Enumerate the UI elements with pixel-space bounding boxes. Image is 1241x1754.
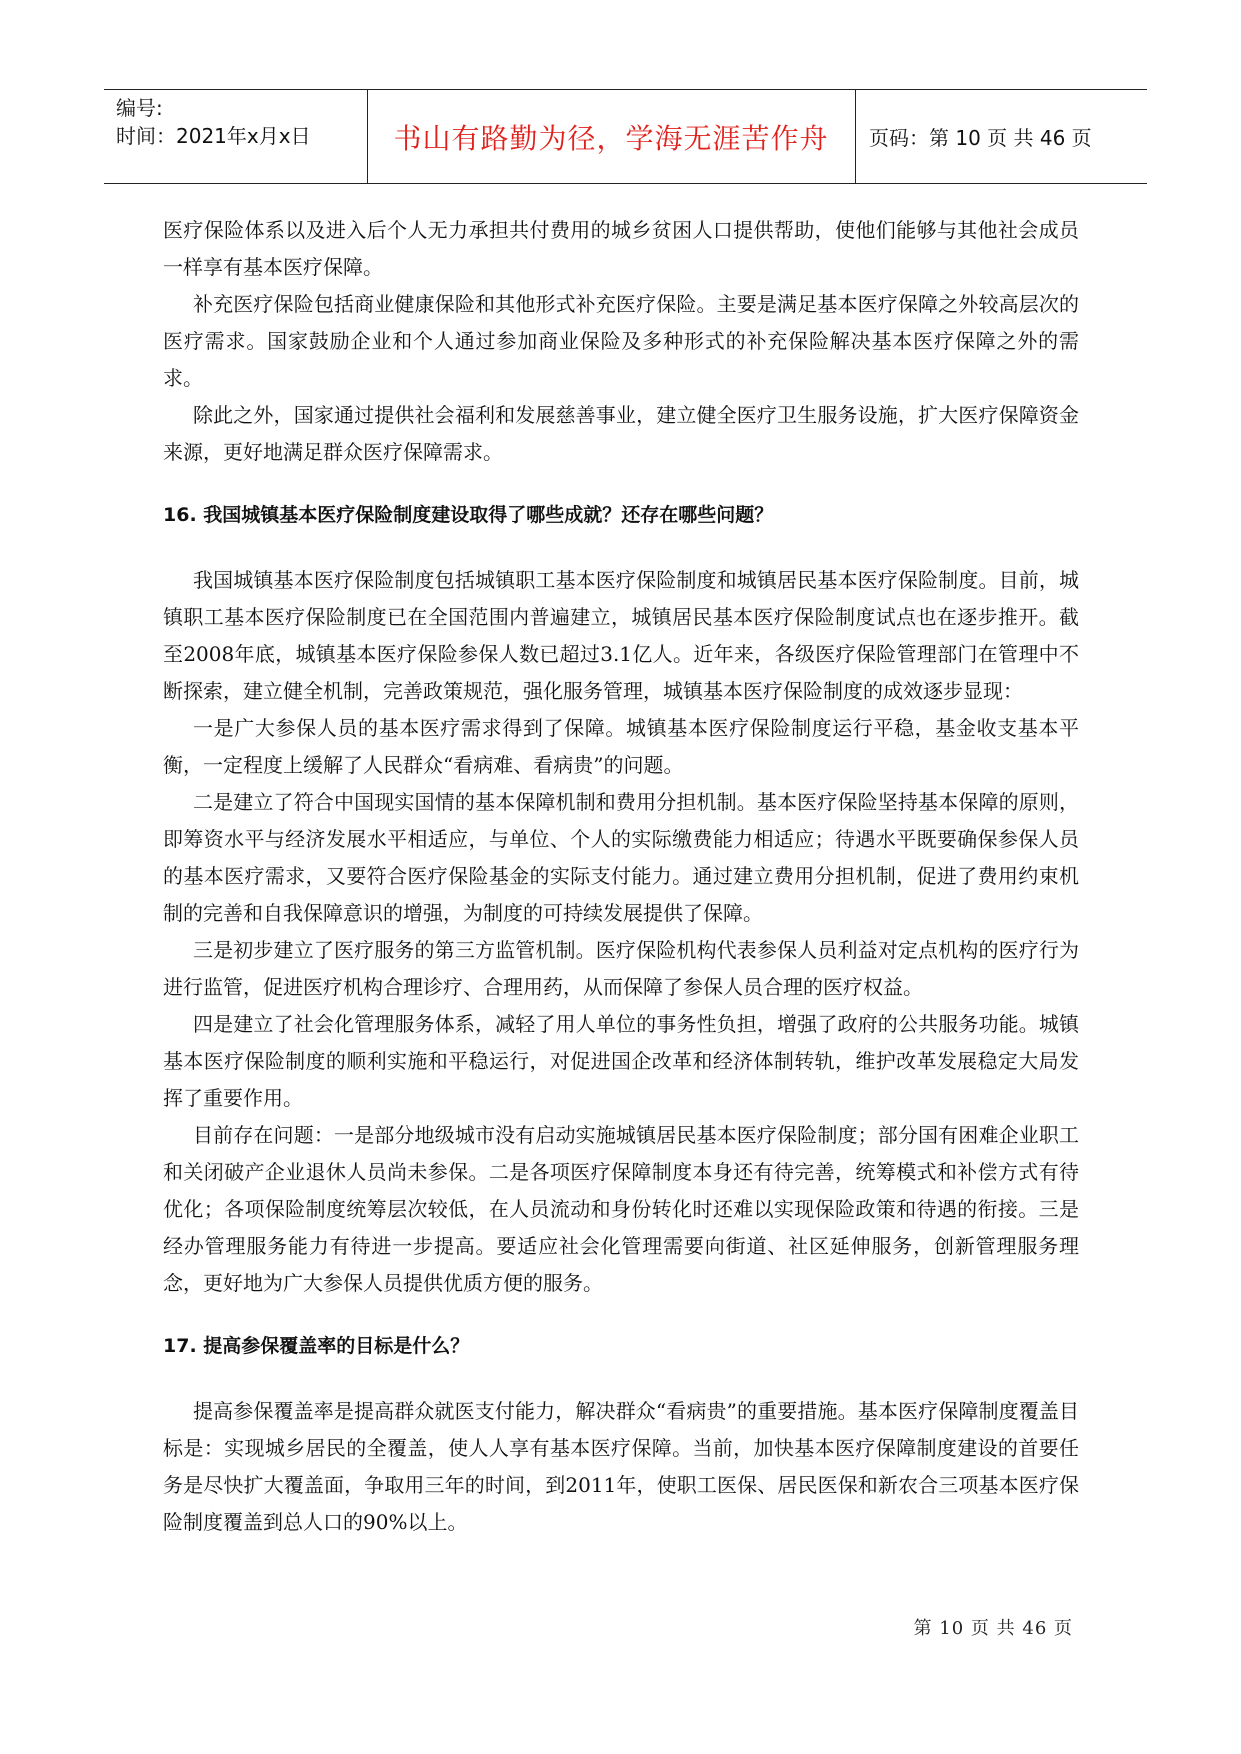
paragraph: 除此之外，国家通过提供社会福利和发展慈善事业，建立健全医疗卫生服务设施，扩大医疗保障资金来源，更好地满足群众医疗保障需求。 <box>163 403 1079 464</box>
paragraph: 补充医疗保险包括商业健康保险和其他形式补充医疗保险。主要是满足基本医疗保障之外较高层次的医疗需求。国家鼓励企业和个人通过参加商业保险及多种形式的补充保险解决基本医疗保障之外的需求。 <box>163 292 1079 390</box>
paragraph: 二是建立了符合中国现实国情的基本保障机制和费用分担机制。基本医疗保险坚持基本保障的原则，即筹资水平与经济发展水平相适应，与单位、个人的实际缴费能力相适应；待遇水平既要确保参保人员的基本医疗需求，又要符合医疗保险基金的实际支付能力。通过建立费用分担机制，促进了费用约束机制的完善和自我保障意识的增强，为制度的可持续发展提供了保障。 <box>163 790 1079 925</box>
paragraph: 目前存在问题：一是部分地级城市没有启动实施城镇居民基本医疗保险制度；部分国有困难企业职工和关闭破产企业退休人员尚未参保。二是各项医疗保障制度本身还有待完善，统筹模式和补偿方式有待优化；各项保险制度统筹层次较低，在人员流动和身份转化时还难以实现保险政策和待遇的衔接。三是经办管理服务能力有待进一步提高。要适应社会化管理需要向街道、社区延伸服务，创新管理服务理念，更好地为广大参保人员提供优质方便的服务。 <box>163 1123 1079 1295</box>
header-motto: 书山有路勤为径，学海无涯苦作舟 <box>393 121 829 155</box>
header-number-label: 编号: <box>116 96 163 120</box>
header-date: 时间：2021年x月x日 <box>116 124 311 148</box>
paragraph: 一是广大参保人员的基本医疗需求得到了保障。城镇基本医疗保险制度运行平稳，基金收支基本平衡，一定程度上缓解了人民群众“看病难、看病贵”的问题。 <box>163 716 1079 777</box>
page-header <box>104 89 1147 184</box>
document-body <box>163 212 1079 1541</box>
paragraph: 医疗保险体系以及进入后个人无力承担共付费用的城乡贫困人口提供帮助，使他们能够与其他社会成员一样享有基本医疗保障。 <box>163 218 1079 279</box>
page-footer: 第 10 页 共 46 页 <box>913 1618 1073 1639</box>
paragraph: 提高参保覆盖率是提高群众就医支付能力，解决群众“看病贵”的重要措施。基本医疗保障制度覆盖目标是：实现城乡居民的全覆盖，使人人享有基本医疗保障。当前，加快基本医疗保障制度建设的首要任务是尽快扩大覆盖面，争取用三年的时间，到2011年，使职工医保、居民医保和新农合三项基本医疗保险制度覆盖到总人口的90%以上。 <box>163 1399 1079 1534</box>
question-heading-16: 16. 我国城镇基本医疗保险制度建设取得了哪些成就？还存在哪些问题？ <box>163 504 774 526</box>
paragraph: 三是初步建立了医疗服务的第三方监管机制。医疗保险机构代表参保人员利益对定点机构的医疗行为进行监管，促进医疗机构合理诊疗、合理用药，从而保障了参保人员合理的医疗权益。 <box>163 938 1079 999</box>
header-meta <box>116 94 361 150</box>
header-divider-right <box>855 90 856 183</box>
paragraph: 四是建立了社会化管理服务体系，减轻了用人单位的事务性负担，增强了政府的公共服务功能。城镇基本医疗保险制度的顺利实施和平稳运行，对促进国企改革和经济体制转轨，维护改革发展稳定大局发挥了重要作用。 <box>163 1012 1079 1110</box>
paragraph: 我国城镇基本医疗保险制度包括城镇职工基本医疗保险制度和城镇居民基本医疗保险制度。目前，城镇职工基本医疗保险制度已在全国范围内普遍建立，城镇居民基本医疗保险制度试点也在逐步推开。截至2008年底，城镇基本医疗保险参保人数已超过3.1亿人。近年来，各级医疗保险管理部门在管理中不断探索，建立健全机制，完善政策规范，强化服务管理，城镇基本医疗保险制度的成效逐步显现： <box>163 568 1079 703</box>
header-page-info: 页码：第 10 页 共 46 页 <box>869 126 1092 150</box>
question-heading-17: 17. 提高参保覆盖率的目标是什么？ <box>163 1335 470 1357</box>
